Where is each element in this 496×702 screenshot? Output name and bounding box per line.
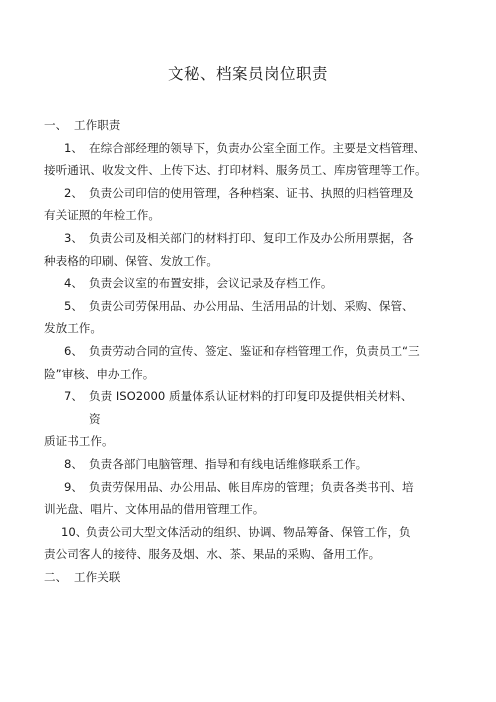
item-text-line: 负责公司及相关部门的材料打印、复印工作及办公所用票据，各	[89, 230, 414, 245]
item-text-line: 负责公司印信的使用管理，各种档案、证书、执照的归档管理及	[89, 185, 414, 200]
item-text-line: 责公司客人的接待、服务及烟、水、茶、果品的采购、备用工作。	[44, 547, 381, 562]
item-text-line: 负责各部门电脑管理、指导和有线电话维修联系工作。	[89, 456, 368, 471]
item-text-line: 负责 ISO2000 质量体系认证材料的打印复印及提供相关材料、	[89, 389, 413, 404]
section-heading-duties	[44, 114, 464, 137]
duty-item-9	[44, 476, 464, 521]
section-number: 一、	[44, 118, 68, 132]
item-text-line: 资	[89, 411, 101, 426]
duty-item-3	[44, 227, 464, 272]
item-text-line: 在综合部经理的领导下，负责办公室全面工作。主要是文档管理、	[89, 140, 426, 155]
duty-item-4	[44, 272, 464, 295]
duty-item-5	[44, 295, 464, 340]
item-text-line: 有关证照的年检工作。	[44, 208, 160, 223]
section-label: 工作关联	[74, 569, 121, 584]
item-text-line: 训光盘、唱片、文体用品的借用管理工作。	[44, 502, 265, 517]
item-text-line: 负责劳动合同的宣传、签定、鉴证和存档管理工作，负责员工“三	[89, 343, 420, 358]
document-body	[44, 114, 464, 588]
item-number: 8、	[64, 456, 83, 471]
section-label: 工作职责	[74, 118, 121, 132]
item-number: 3、	[64, 230, 83, 245]
item-number: 10、	[61, 524, 88, 539]
item-text-line: 负责会议室的布置安排，会议记录及存档工作。	[89, 276, 333, 291]
item-number: 6、	[64, 343, 83, 358]
item-text-line: 发放工作。	[44, 321, 102, 336]
item-text-line: 接听通讯、收发文件、上传下达、打印材料、服务员工、库房管理等工作。	[44, 163, 427, 178]
item-number: 5、	[64, 298, 83, 313]
duty-item-10	[44, 521, 464, 566]
item-text-line: 险”审核、申办工作。	[44, 366, 155, 381]
item-number: 7、	[64, 389, 83, 404]
item-text-line: 质证书工作。	[44, 434, 114, 449]
item-number: 9、	[64, 479, 83, 494]
item-text-line: 种表格的印刷、保管、发放工作。	[44, 253, 218, 268]
duty-item-8	[44, 453, 464, 476]
duty-item-2	[44, 182, 464, 227]
document-title: 文秘、档案员岗位职责	[167, 65, 328, 83]
item-number: 2、	[64, 185, 83, 200]
section-heading-relations	[44, 566, 464, 589]
section-number: 二、	[44, 569, 68, 584]
item-number: 1、	[64, 140, 83, 155]
duty-item-6	[44, 340, 464, 385]
item-text-line: 负责公司大型文体活动的组织、协调、物品筹备、保管工作，负	[86, 524, 411, 539]
item-text-line: 负责劳保用品、办公用品、帐目库房的管理；负责各类书刊、培	[89, 479, 414, 494]
duty-item-7	[44, 385, 464, 453]
item-text-line: 负责公司劳保用品、办公用品、生活用品的计划、采购、保管、	[89, 298, 414, 313]
item-number: 4、	[64, 276, 83, 291]
duty-item-1	[44, 137, 464, 182]
